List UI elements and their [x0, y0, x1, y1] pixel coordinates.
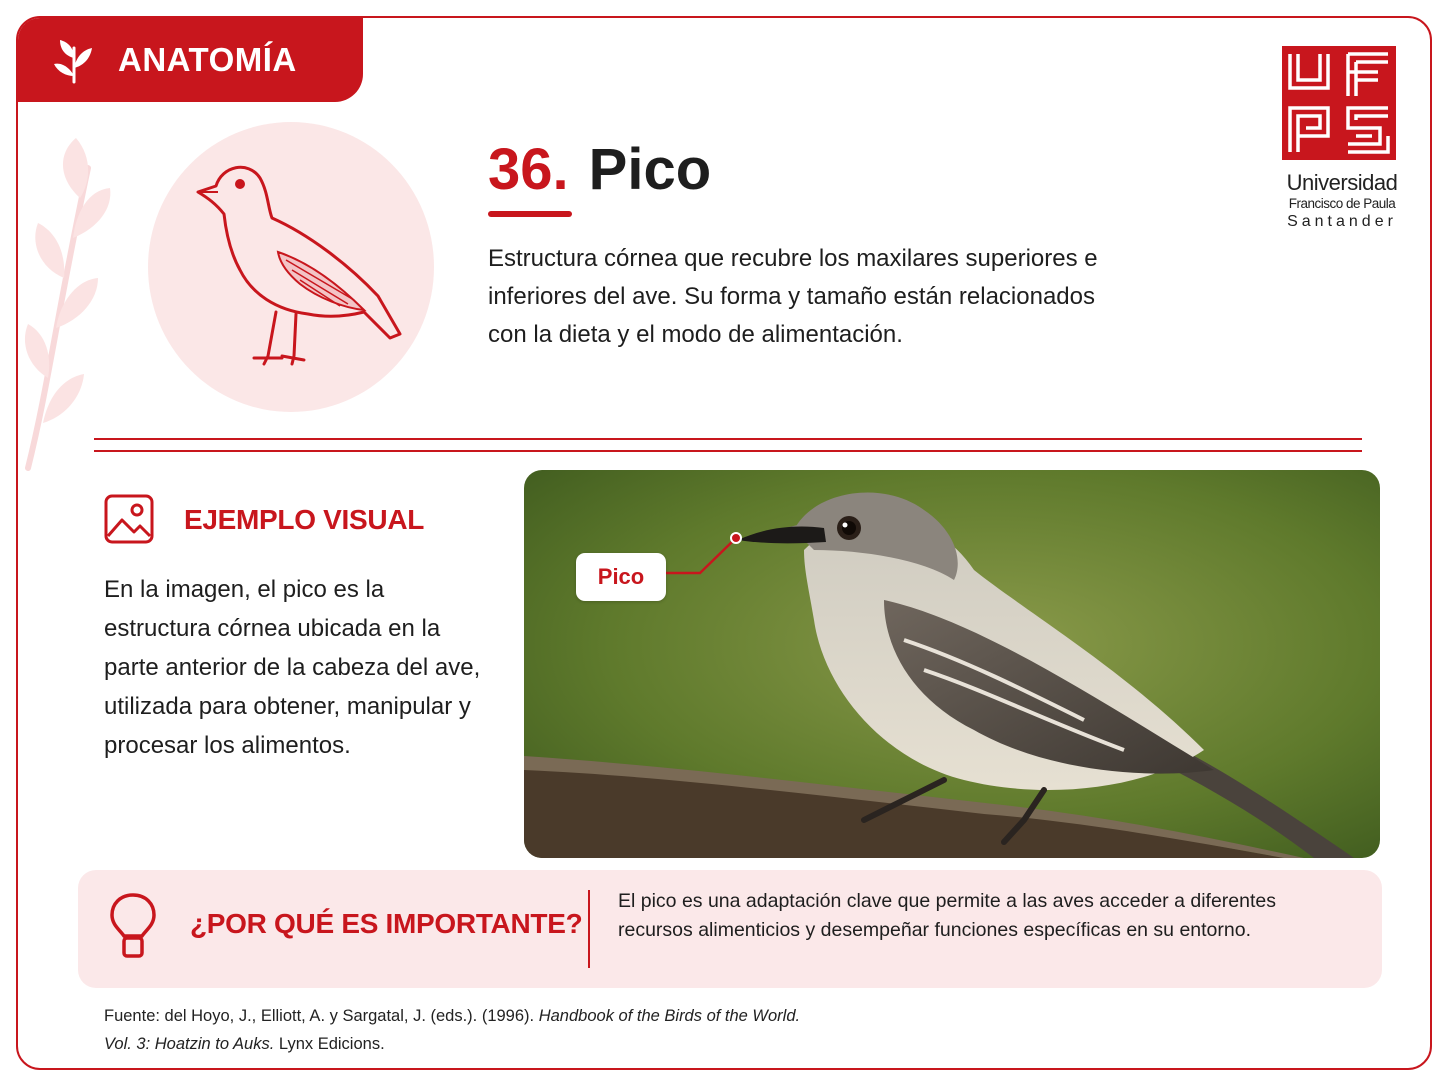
bird-outline-illustration [168, 144, 418, 394]
term-title [488, 136, 711, 203]
source-prefix: Fuente: del Hoyo, J., Elliott, A. y Sargatal, J. (eds.). (1996). [104, 1007, 535, 1025]
source-title: Handbook of the Birds of the World. [538, 1007, 801, 1025]
section-divider-top [94, 438, 1362, 440]
bird-photo [524, 470, 1380, 858]
category-tab [18, 18, 363, 102]
example-text: En la imagen, el pico es la estructura córnea ubicada en la parte anterior de la cabeza del ave, utilizada para obtener, manipular y procesar los alimentos. [104, 576, 481, 759]
source-citation [104, 1002, 800, 1058]
branch-decoration [18, 128, 138, 478]
beak-callout-label: Pico [576, 553, 666, 601]
university-logo [1282, 46, 1402, 231]
importance-heading: ¿POR QUÉ ES IMPORTANTE? [190, 908, 583, 939]
image-icon [104, 494, 154, 544]
title-underline [488, 211, 572, 217]
importance-separator [588, 890, 590, 968]
importance-box [78, 870, 1382, 988]
source-volume: Vol. 3: Hoatzin to Auks. [104, 1035, 275, 1053]
logo-university-line: Universidad [1286, 170, 1398, 195]
term-name: Pico [588, 137, 712, 202]
logo-name-line: Francisco de Paula [1288, 196, 1396, 211]
leaf-sprout-icon [48, 34, 100, 86]
card-frame [16, 16, 1432, 1070]
category-title: ANATOMÍA [118, 41, 297, 78]
importance-text: El pico es una adaptación clave que permite a las aves acceder a diferentes recursos alimenticios y desempeñar funciones específicas en su entorno. [618, 890, 1276, 941]
section-divider-bottom [94, 450, 1362, 452]
logo-santander-line: Santander [1287, 213, 1397, 230]
ufps-logo-mark [1282, 46, 1396, 160]
term-number: 36. [488, 137, 569, 202]
source-publisher: Lynx Edicions. [278, 1035, 385, 1053]
term-definition: Estructura córnea que recubre los maxilares superiores e inferiores del ave. Su forma y tamaño están relacionados con la dieta y el modo de alimentación. [488, 245, 1098, 348]
lightbulb-icon [108, 892, 158, 962]
example-heading: EJEMPLO VISUAL [184, 504, 425, 535]
